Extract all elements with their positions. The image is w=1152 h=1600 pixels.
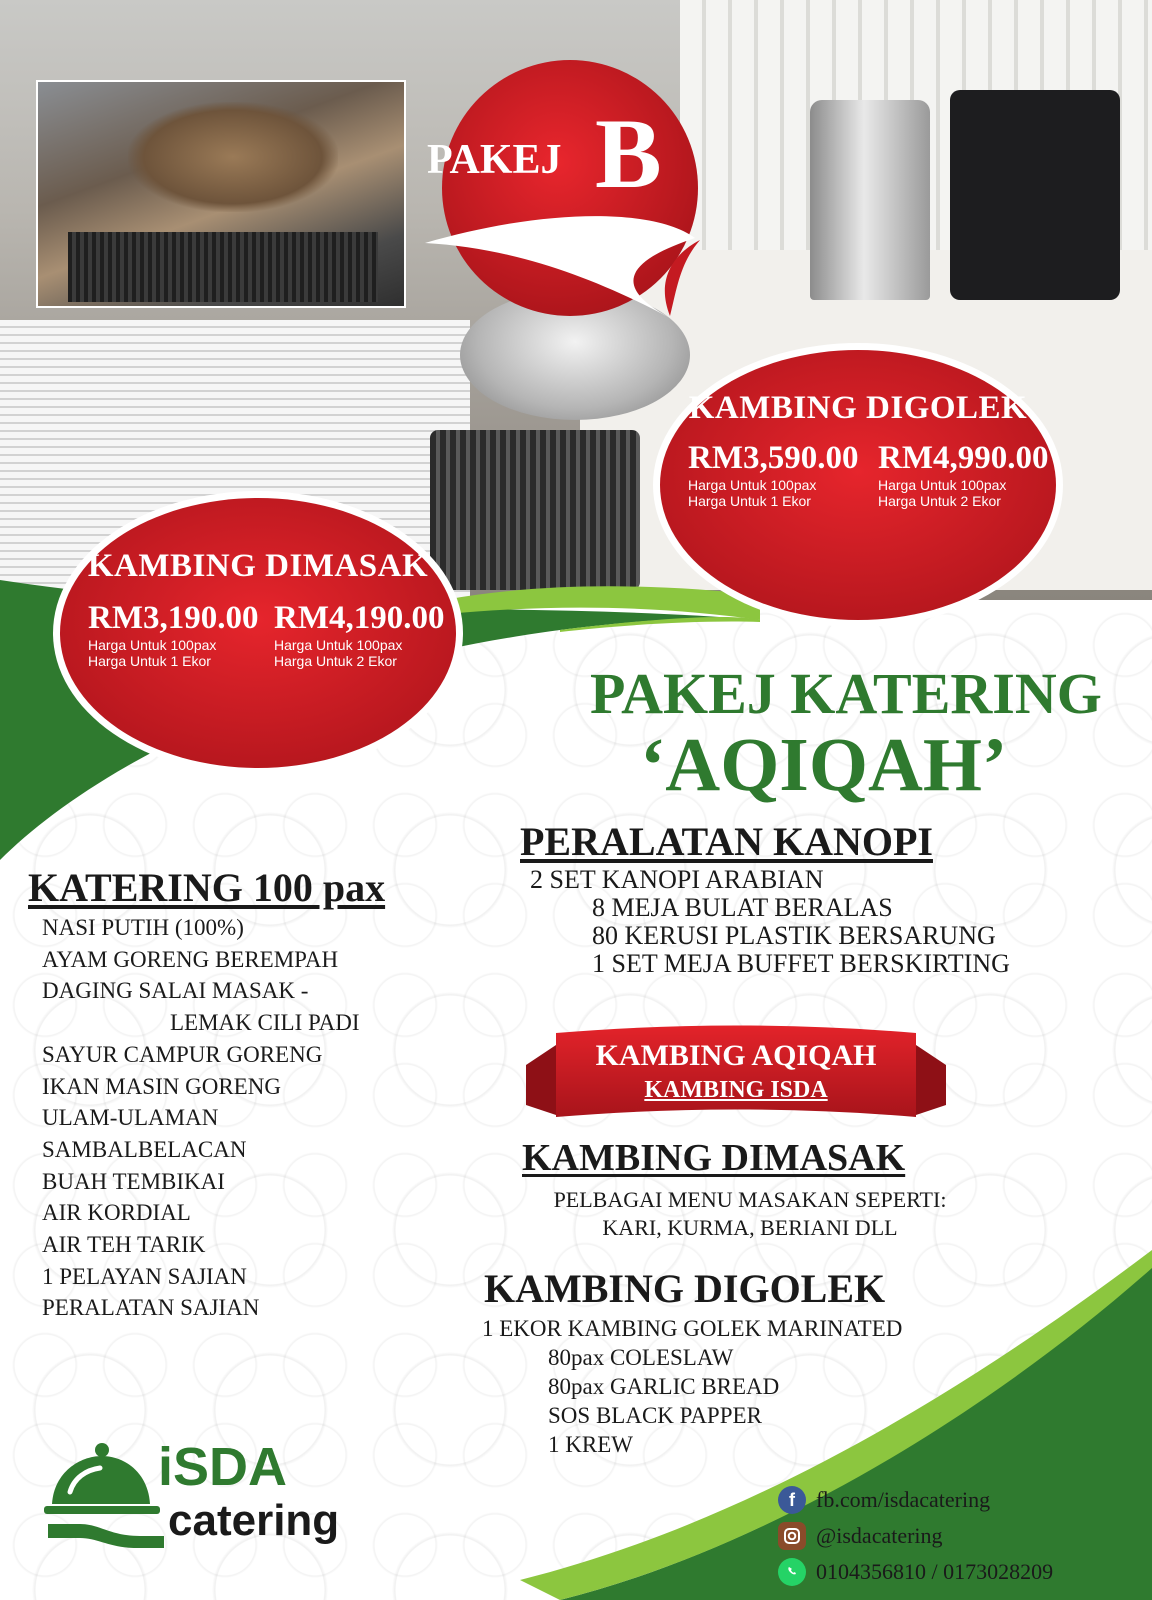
list-item: 2 SET KANOPI ARABIAN bbox=[530, 865, 824, 894]
dimasak-list bbox=[530, 1186, 970, 1242]
drink-urn bbox=[810, 100, 930, 300]
grill bbox=[68, 232, 378, 302]
list-item: PERALATAN SAJIAN bbox=[42, 1295, 260, 1321]
list-item: 80 KERUSI PLASTIK BERSARUNG bbox=[592, 921, 996, 950]
list-item: 1 PELAYAN SAJIAN bbox=[42, 1263, 247, 1289]
price-amount: RM3,590.00 bbox=[688, 440, 859, 476]
whatsapp-icon bbox=[778, 1558, 806, 1586]
seal-title: KAMBING DIMASAK bbox=[87, 548, 429, 584]
list-item: 80pax COLESLAW bbox=[548, 1345, 734, 1370]
digolek-heading: KAMBING DIGOLEK bbox=[484, 1266, 886, 1311]
price-note-pax: Harga Untuk 100pax bbox=[688, 477, 817, 493]
instagram-handle[interactable]: @isdacatering bbox=[816, 1523, 943, 1548]
facebook-handle[interactable]: fb.com/isdacatering bbox=[816, 1487, 991, 1512]
price-option-2 bbox=[878, 440, 1048, 509]
price-note-ekor: Harga Untuk 1 Ekor bbox=[688, 493, 811, 509]
list-item: KARI, KURMA, BERIANI DLL bbox=[602, 1215, 898, 1240]
list-item: 1 SET MEJA BUFFET BERSKIRTING bbox=[592, 949, 1010, 978]
pakej-b-badge bbox=[405, 58, 735, 318]
list-item: 80pax GARLIC BREAD bbox=[548, 1374, 780, 1399]
price-seal-dimasak bbox=[48, 488, 468, 778]
badge-prefix: PAKEJ bbox=[427, 137, 562, 183]
price-note-pax: Harga Untuk 100pax bbox=[274, 637, 403, 653]
list-item: PELBAGAI MENU MASAKAN SEPERTI: bbox=[553, 1187, 947, 1212]
list-item: NASI PUTIH (100%) bbox=[42, 915, 244, 940]
list-item: 1 EKOR KAMBING GOLEK MARINATED bbox=[482, 1316, 903, 1341]
price-amount: RM3,190.00 bbox=[88, 600, 259, 636]
facebook-icon: f bbox=[778, 1486, 806, 1514]
seal-title: KAMBING DIGOLEK bbox=[688, 390, 1028, 426]
price-amount: RM4,190.00 bbox=[274, 600, 445, 636]
logo-sub: catering bbox=[168, 1496, 340, 1545]
price-option-1 bbox=[688, 440, 858, 509]
dimasak-heading: KAMBING DIMASAK bbox=[522, 1137, 906, 1179]
list-item: SOS BLACK PAPPER bbox=[548, 1403, 762, 1428]
badge-shape bbox=[405, 58, 735, 318]
list-item: AYAM GORENG BEREMPAH bbox=[42, 946, 339, 972]
price-note-ekor: Harga Untuk 2 Ekor bbox=[878, 493, 1001, 509]
price-amount: RM4,990.00 bbox=[878, 440, 1049, 476]
kanopi-heading: PERALATAN KANOPI bbox=[520, 819, 933, 864]
price-note-ekor: Harga Untuk 1 Ekor bbox=[88, 653, 211, 669]
whatsapp-numbers[interactable]: 0104356810 / 0173028209 bbox=[816, 1559, 1054, 1584]
list-item: DAGING SALAI MASAK - bbox=[42, 978, 309, 1004]
kambing-aqiqah-ribbon bbox=[526, 1025, 946, 1125]
ribbon-subtitle: KAMBING ISDA bbox=[644, 1077, 828, 1103]
price-note-pax: Harga Untuk 100pax bbox=[878, 477, 1007, 493]
social-facebook[interactable] bbox=[778, 1486, 990, 1514]
list-item: LEMAK CILI PADI bbox=[170, 1010, 360, 1036]
price-seal-digolek bbox=[648, 340, 1068, 630]
roasted-goat-photo bbox=[36, 80, 406, 308]
cloche-hand-icon bbox=[40, 1432, 170, 1562]
price-note-pax: Harga Untuk 100pax bbox=[88, 637, 217, 653]
warmer-cover bbox=[950, 90, 1120, 300]
list-item: SAMBALBELACAN bbox=[42, 1136, 247, 1162]
list-item: BUAH TEMBIKAI bbox=[42, 1168, 225, 1194]
list-item: 1 KREW bbox=[548, 1432, 633, 1457]
list-item: AIR TEH TARIK bbox=[42, 1232, 206, 1258]
list-item: SAYUR CAMPUR GORENG bbox=[42, 1041, 323, 1067]
headline-line2: ‘AQIQAH’ bbox=[640, 723, 1008, 807]
list-item: 8 MEJA BULAT BERALAS bbox=[592, 893, 893, 922]
price-note-ekor: Harga Untuk 2 Ekor bbox=[274, 653, 397, 669]
katering-menu-list bbox=[42, 912, 360, 1324]
price-option-2 bbox=[274, 600, 444, 669]
list-item: AIR KORDIAL bbox=[42, 1200, 191, 1226]
roasted-goat bbox=[128, 102, 338, 212]
kanopi-list bbox=[530, 866, 1010, 978]
headline-line1: PAKEJ KATERING bbox=[590, 661, 1102, 726]
logo-name: iSDA bbox=[158, 1437, 288, 1497]
social-instagram[interactable] bbox=[778, 1522, 943, 1550]
list-item: ULAM-ULAMAN bbox=[42, 1105, 219, 1131]
instagram-icon bbox=[778, 1522, 806, 1550]
katering-heading: KATERING 100 pax bbox=[28, 865, 386, 910]
badge-letter: B bbox=[595, 98, 662, 209]
social-whatsapp[interactable] bbox=[778, 1558, 1053, 1586]
list-item: IKAN MASIN GORENG bbox=[42, 1073, 281, 1099]
isda-catering-logo bbox=[40, 1432, 340, 1562]
price-option-1 bbox=[88, 600, 258, 669]
ribbon-title: KAMBING AQIQAH bbox=[595, 1039, 877, 1072]
digolek-list bbox=[482, 1314, 902, 1459]
